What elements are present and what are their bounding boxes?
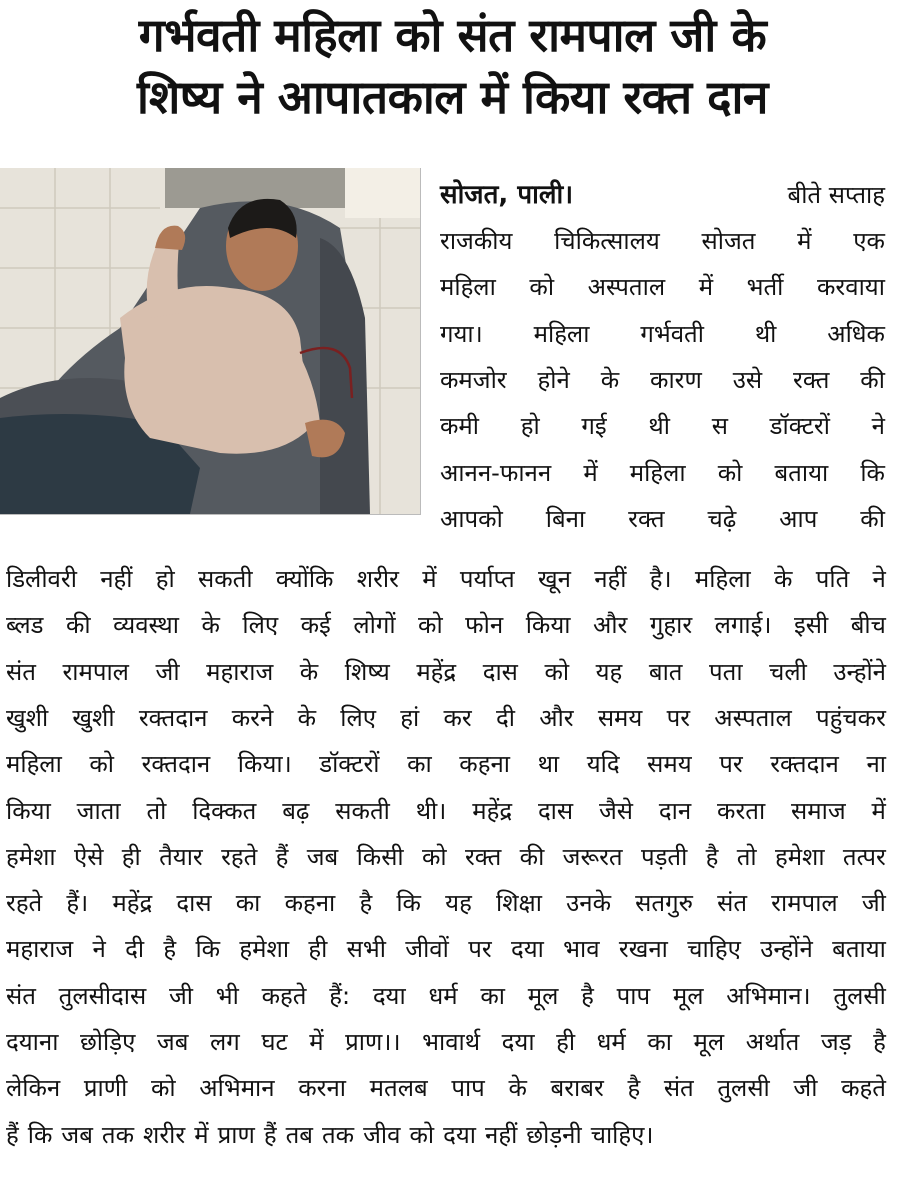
article-line: कमजोर होने के कारण उसे रक्त की	[440, 365, 885, 394]
article-line: महाराज ने दी है कि हमेशा ही सभी जीवों पर दया भाव रखना चाहिए उन्होंने बताया	[6, 935, 886, 964]
headline-line: गर्भवती महिला को संत रामपाल जी के	[138, 8, 767, 62]
article-line: महिला को रक्तदान किया। डॉक्टरों का कहना था यदि समय पर रक्तदान ना	[6, 750, 886, 779]
article-line	[440, 172, 885, 218]
article-line: संत रामपाल जी महाराज के शिष्य महेंद्र दास को यह बात पता चली उन्होंने	[6, 657, 886, 686]
article-line: हैं कि जब तक शरीर में प्राण हैं तब तक जीव को दया नहीं छोड़नी चाहिए।	[6, 1120, 654, 1149]
article-line: लेकिन प्राणी को अभिमान करना मतलब पाप के बराबर है संत तुलसी जी कहते	[6, 1074, 886, 1103]
article-line: डिलीवरी नहीं हो सकती क्योंकि शरीर में पर्याप्त खून नहीं है। महिला के पति ने	[6, 565, 886, 593]
article-line: कमी हो गई थी स डॉक्टरों ने	[440, 412, 885, 441]
article-line: संत तुलसीदास जी भी कहते हैं: दया धर्म का मूल है पाप मूल अभिमान। तुलसी	[6, 981, 886, 1010]
article-line: किया जाता तो दिक्कत बढ़ सकती थी। महेंद्र दास जैसे दान करता समाज में	[6, 796, 886, 825]
news-photo	[0, 168, 421, 515]
article-line: खुशी खुशी रक्तदान करने के लिए हां कर दी और समय पर अस्पताल पहुंचकर	[6, 703, 886, 732]
article-line: गया। महिला गर्भवती थी अधिक	[440, 319, 885, 348]
article-line: रहते हैं। महेंद्र दास का कहना है कि यह शिक्षा उनके सतगुरु संत रामपाल जी	[6, 889, 886, 918]
headline-line: शिष्य ने आपातकाल में किया रक्त दान	[137, 70, 768, 124]
article-line: महिला को अस्पताल में भर्ती करवाया	[440, 273, 885, 302]
article-line: दयाना छोड़िए जब लग घट में प्राण।। भावार्थ दया ही धर्म का मूल अर्थात जड़ है	[6, 1028, 886, 1056]
dateline: सोजत, पाली।	[440, 180, 574, 210]
article-line: आपको बिना रक्त चढ़े आप की	[440, 504, 885, 533]
article-line: ब्लड की व्यवस्था के लिए कई लोगों को फोन किया और गुहार लगाई। इसी बीच	[6, 611, 886, 640]
article-line: राजकीय चिकित्सालय सोजत में एक	[440, 227, 885, 255]
article-text: बीते सप्ताह	[787, 181, 885, 209]
article-line: हमेशा ऐसे ही तैयार रहते हैं जब किसी को रक्त की जरूरत पड़ती है तो हमेशा तत्पर	[6, 842, 886, 871]
headline	[0, 4, 905, 128]
article-line: आनन-फानन में महिला को बताया कि	[440, 458, 885, 487]
